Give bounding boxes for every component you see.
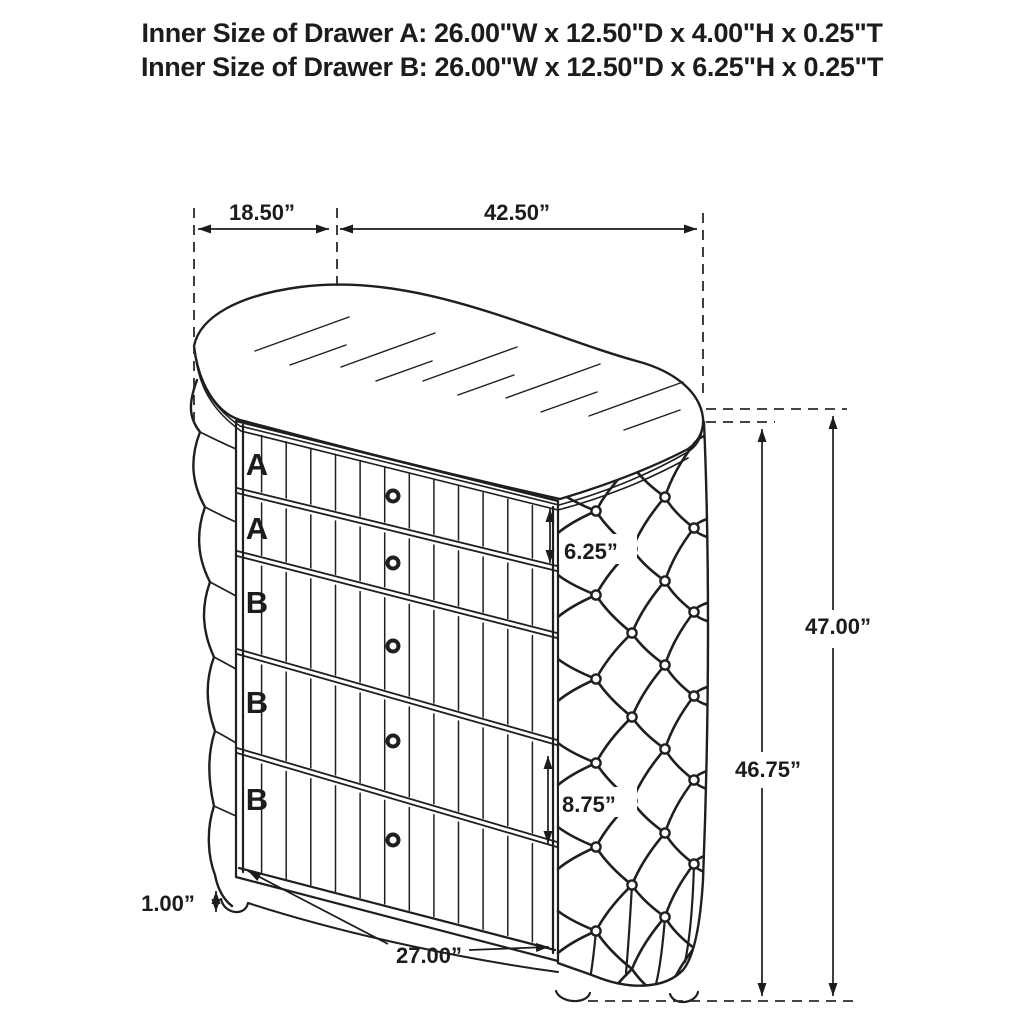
glass-reflection-marks <box>255 317 683 430</box>
drawer-knob <box>388 736 399 747</box>
tufting-button <box>591 926 600 935</box>
drawer-label-b-1: B <box>245 585 269 620</box>
tufting-button <box>689 523 698 532</box>
tufting-button <box>660 828 669 837</box>
chest-drawing <box>191 284 708 1024</box>
dim-label-foot-height: 1.00” <box>141 891 195 916</box>
tufting-button <box>627 880 636 889</box>
tufting-button <box>627 628 636 637</box>
dim-label-drawer-a-height: 6.25” <box>564 539 618 564</box>
tufting-button <box>591 674 600 683</box>
dim-label-opening-width: 27.00” <box>395 943 463 968</box>
drawer-separators <box>237 488 557 847</box>
tufting-button <box>660 576 669 585</box>
dim-label-front-width: 42.50” <box>483 200 551 225</box>
tufting-button <box>660 744 669 753</box>
tufting-button <box>591 590 600 599</box>
tufting-button <box>660 912 669 921</box>
title-line-1: Inner Size of Drawer A: 26.00"W x 12.50"D x 4.00"H x 0.25"T <box>141 18 883 48</box>
tufting-button <box>591 758 600 767</box>
title-line-2: Inner Size of Drawer B: 26.00"W x 12.50"D x 6.25"H x 0.25"T <box>141 52 883 82</box>
dim-label-body-height: 46.75” <box>734 757 802 782</box>
dim-label-drawer-b-height: 8.75” <box>562 792 616 817</box>
dim-label-side-depth: 18.50” <box>228 200 296 225</box>
front-drawers <box>236 421 558 961</box>
drawer-label-b-3: B <box>245 782 269 817</box>
drawer-knob <box>388 491 399 502</box>
tufting-button <box>689 859 698 868</box>
drawer-knob <box>388 558 399 569</box>
drawer-pleats <box>262 435 533 941</box>
tufting-button <box>689 775 698 784</box>
tufting-button <box>689 607 698 616</box>
tufting-button <box>627 712 636 721</box>
drawer-label-a-2: A <box>245 511 269 546</box>
tufting-button <box>660 660 669 669</box>
right-side-tufting <box>558 351 708 1024</box>
drawer-label-b-2: B <box>245 685 269 720</box>
top-surface <box>194 284 703 510</box>
tufting-button <box>660 492 669 501</box>
drawer-knob <box>388 641 399 652</box>
tufting-button <box>591 842 600 851</box>
dim-label-total-height: 47.00” <box>804 614 872 639</box>
tufting-button <box>591 506 600 515</box>
tufting-button <box>689 691 698 700</box>
drawer-knob <box>388 835 399 846</box>
drawer-label-a-1: A <box>245 447 269 482</box>
